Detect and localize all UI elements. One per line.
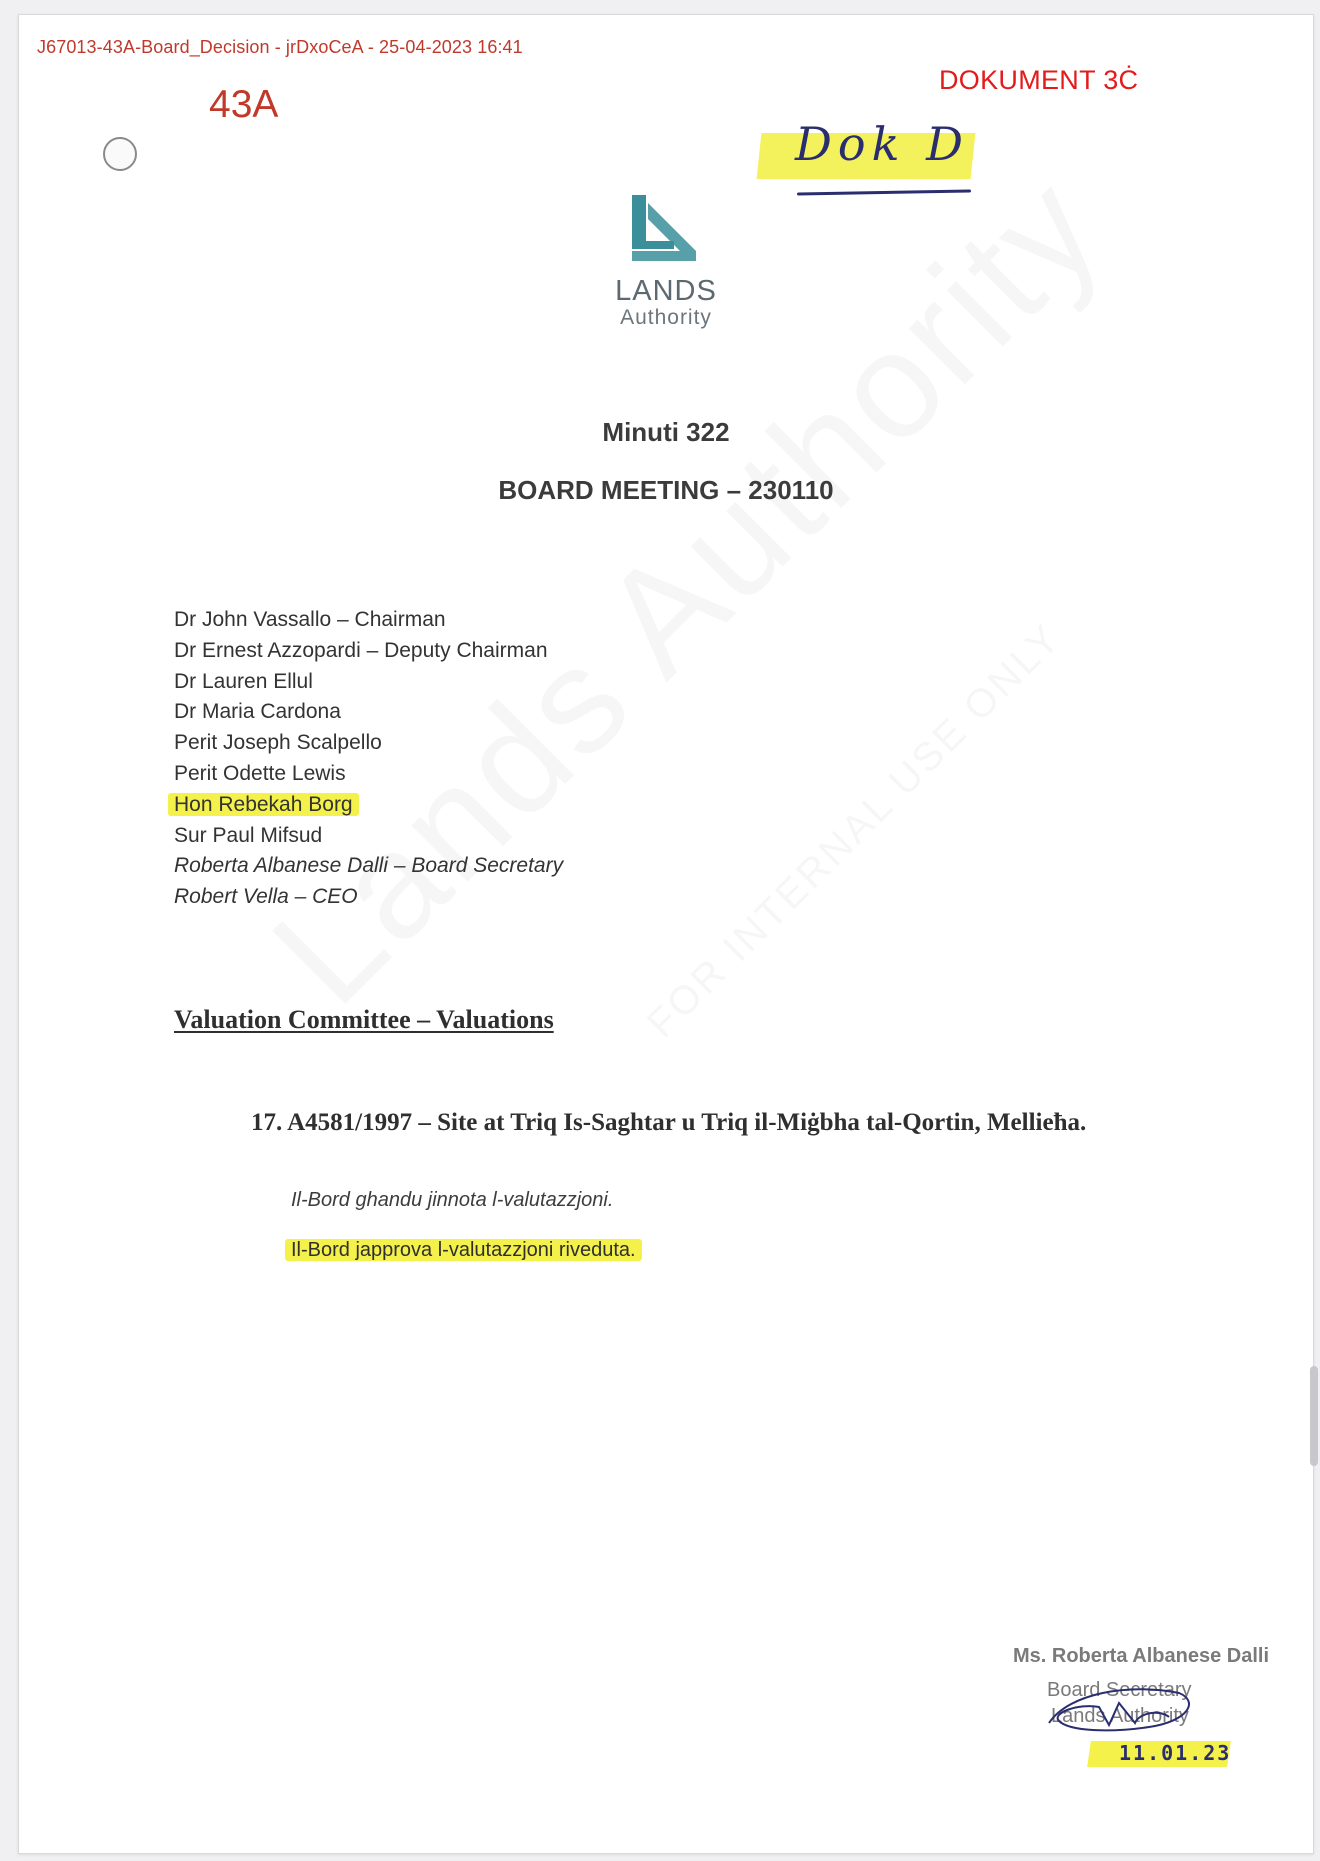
- attendee-item: Dr John Vassallo – Chairman: [174, 608, 446, 631]
- document-page: [18, 14, 1314, 1854]
- logo-mark-icon: [626, 193, 706, 265]
- attendee-item: Roberta Albanese Dalli – Board Secretary: [174, 854, 564, 878]
- signature-scribble-icon: [1039, 1673, 1199, 1743]
- attendee-item: Robert Vella – CEO: [174, 885, 358, 909]
- decision-approval: Il-Bord japprova l-valutazzjoni riveduta.: [291, 1239, 642, 1262]
- attendee-list: [174, 605, 563, 913]
- document-stamp: J67013-43A-Board_Decision - jrDxoCeA - 25-04-2023 16:41: [37, 37, 523, 57]
- logo-text-authority: Authority: [620, 306, 712, 329]
- attendee-item: Perit Joseph Scalpello: [174, 731, 382, 755]
- signatory-role: Board Secretary: [1047, 1679, 1192, 1701]
- attendee-item: Dr Lauren Ellul: [174, 669, 313, 693]
- minutes-title: Minuti 322: [602, 417, 730, 447]
- dokument-label: DOKUMENT 3Ċ: [939, 65, 1139, 95]
- underline-stroke: [797, 189, 971, 195]
- handwritten-text: Dok D: [795, 117, 969, 171]
- attendee-item: Perit Odette Lewis: [174, 761, 346, 785]
- meeting-title: BOARD MEETING – 230110: [498, 475, 834, 505]
- signatory-org: Lands Authority: [1051, 1705, 1189, 1727]
- handwritten-dok-label: [759, 111, 989, 203]
- decision-note: Il-Bord ghandu jinnota l-valutazzjoni.: [291, 1189, 614, 1211]
- signature-block: [969, 1645, 1269, 1765]
- attendee-item: Dr Ernest Azzopardi – Deputy Chairman: [174, 638, 548, 662]
- section-heading: Valuation Committee – Valuations: [174, 1005, 554, 1034]
- document-code: 43A: [209, 83, 279, 126]
- scrollbar-thumb[interactable]: [1310, 1366, 1318, 1466]
- attendee-item: Sur Paul Mifsud: [174, 823, 323, 847]
- agenda-item: 17. A4581/1997 – Site at Triq Is-Saghtar u Triq il-Miġbha tal-Qortin, Mellieħa.: [251, 1109, 1087, 1136]
- attendee-item-highlighted: Hon Rebekah Borg: [174, 790, 563, 821]
- signatory-name: Ms. Roberta Albanese Dalli: [1013, 1645, 1269, 1667]
- attendee-item: Dr Maria Cardona: [174, 700, 341, 724]
- punch-hole: [103, 137, 137, 171]
- logo-text-lands: LANDS: [615, 275, 717, 307]
- signature-date: 11.01.23: [1119, 1741, 1232, 1765]
- lands-authority-logo: [601, 193, 731, 353]
